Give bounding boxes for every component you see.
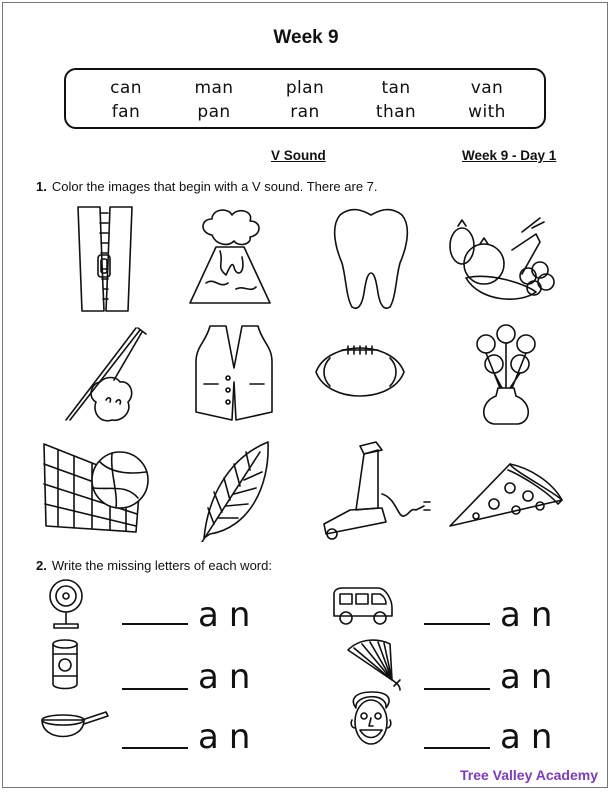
van-icon[interactable] xyxy=(330,586,396,628)
pan-icon[interactable] xyxy=(38,706,110,742)
word-list-box xyxy=(64,68,546,129)
word: pan xyxy=(197,102,231,122)
hand-fan-icon[interactable] xyxy=(344,636,404,692)
answer-blank[interactable] xyxy=(122,747,188,749)
question-2-number: 2. xyxy=(36,558,47,573)
question-1 xyxy=(36,179,378,194)
answer-blank[interactable] xyxy=(424,747,490,749)
can-icon[interactable] xyxy=(50,638,80,690)
word-ending: an xyxy=(500,595,563,635)
volcano-icon[interactable] xyxy=(186,207,274,311)
word: van xyxy=(470,78,504,98)
page-title: Week 9 xyxy=(273,27,339,48)
word: tan xyxy=(381,78,411,98)
answer-blank[interactable] xyxy=(122,688,188,690)
tooth-icon[interactable] xyxy=(330,205,412,311)
question-1-text: Color the images that begin with a V sound. There are 7. xyxy=(51,179,378,194)
brand-footer: Tree Valley Academy xyxy=(459,767,598,783)
word: man xyxy=(194,78,234,98)
word: plan xyxy=(285,78,325,98)
word: than xyxy=(375,102,417,122)
football-icon[interactable] xyxy=(312,336,408,408)
zipper-icon[interactable] xyxy=(70,203,140,313)
vegetables-icon[interactable] xyxy=(440,212,560,308)
word-ending: an xyxy=(500,717,563,757)
question-1-number: 1. xyxy=(36,179,47,194)
word-ending: an xyxy=(198,717,261,757)
question-2-text: Write the missing letters of each word: xyxy=(51,558,272,573)
answer-blank[interactable] xyxy=(424,688,490,690)
word-ending: an xyxy=(198,657,261,697)
word: can xyxy=(110,78,142,98)
answer-blank[interactable] xyxy=(122,623,188,625)
day-heading: Week 9 - Day 1 xyxy=(462,148,557,163)
word: with xyxy=(468,102,506,122)
word: ran xyxy=(290,102,320,122)
word: fan xyxy=(111,102,141,122)
vacuum-icon[interactable] xyxy=(320,438,432,542)
fan-icon[interactable] xyxy=(46,578,86,632)
volleyball-icon[interactable] xyxy=(40,438,160,534)
vase-icon[interactable] xyxy=(466,322,546,428)
answer-blank[interactable] xyxy=(424,623,490,625)
man-face-icon[interactable] xyxy=(348,690,394,752)
topic-heading: V Sound xyxy=(271,148,326,163)
question-2 xyxy=(36,558,272,573)
word-ending: an xyxy=(500,657,563,697)
word-ending: an xyxy=(198,595,261,635)
pizza-icon[interactable] xyxy=(446,460,566,530)
vest-icon[interactable] xyxy=(192,322,276,424)
violin-icon[interactable] xyxy=(60,322,150,426)
leaf-icon[interactable] xyxy=(198,438,272,542)
